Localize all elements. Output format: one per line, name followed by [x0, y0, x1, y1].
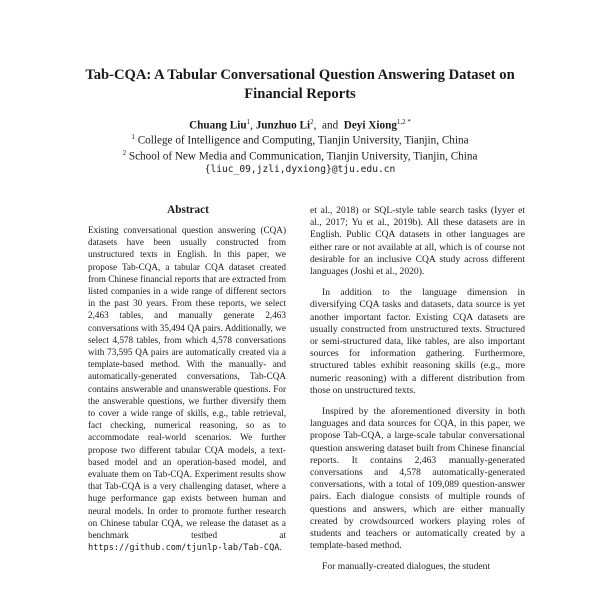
title-line-2: Financial Reports	[244, 86, 356, 102]
intro-column	[310, 205, 525, 583]
affiliation-text: College of Intelligence and Computing, Tianjin University, Tianjin, China	[134, 134, 469, 147]
affiliation-mark: 2	[122, 149, 127, 157]
body-paragraph: Inspired by the aforementioned diversity in both languages and data sources for CQA, in this paper, we propose Tab-CQA, a large-scale tabular conversational question answering dataset built from Chinese financial reports. It contains 2,463 manually-generated conversations and 4,578 automatically-generated conversations, with a total of 109,089 question-answer pairs. Each dialogue consists of multiple rounds of questions and answers, which are either manually created by crowdsourced workers playing roles of students and teachers or automatically created by a template-based method.	[310, 406, 525, 552]
body-paragraph: et al., 2018) or SQL-style table search tasks (Iyyer et al., 2017; Yu et al., 2019b). All these datasets are in English. Public CQA datasets in other languages are either rare or not available at all, which is of course not desirable for an inclusive CQA study across different languages (Joshi et al., 2020).	[310, 205, 525, 278]
author-affiliation-mark: 1	[246, 118, 251, 126]
abstract-body	[88, 224, 286, 554]
abstract-text: Existing conversational question answering (CQA) datasets have been usually constructed from unstructured texts in English. In this paper, we propose Tab-CQA, a tabular CQA dataset created from Chinese financial reports that are extracted from listed companies in a wide range of different sectors in the past 30 years. From these reports, we select 2,463 tables, and manually generate 2,463 conversations with 35,494 QA pairs. Additionally, we select 4,578 tables, from which 4,578 conversations with 73,595 QA pairs are automatically created via a template-based method. With the manually- and automatically-generated conversations, Tab-CQA contains answerable and unanswerable questions. For the answerable questions, we further diversify them to cover a wide range of skills, e.g., table retrieval, fact checking, numerical reasoning, so as to accommodate real-world scenarios. We further propose two different tabular CQA models, a text-based model and an operation-based model, and evaluate them on Tab-CQA. Experiment results show that Tab-CQA is a very challenging dataset, where a huge performance gap exists between human and neural models. In order to promote further research on Chinese tabular CQA, we release the dataset as a benchmark testbed at	[88, 225, 286, 541]
author-affiliation-mark: 1,2 *	[396, 118, 411, 126]
author-name: Chuang Liu	[189, 119, 247, 132]
author-separator: , and	[313, 119, 344, 132]
title-line-1: Tab-CQA: A Tabular Conversational Question Answering Dataset on	[85, 67, 515, 83]
author-name: Deyi Xiong	[343, 119, 397, 132]
body-paragraph: In addition to the language dimension in diversifying CQA tasks and datasets, data source is yet another important factor. Existing CQA datasets are usually constructed from unstructured texts. Structured or semi-structured data, like tables, are also important sources for information gathering. Furthermore, structured tables exhibit reasoning skills (e.g., more numeric reasoning) with a different distribution from those on unstructured texts.	[310, 287, 525, 396]
body-paragraph: For manually-created dialogues, the student	[322, 561, 491, 573]
author-name: Junzhuo Li	[255, 119, 311, 132]
author-separator: ,	[250, 119, 256, 132]
abstract-end: .	[279, 542, 282, 553]
author-email: {liuc_09,jzli,dyxiong}@tju.edu.cn	[204, 164, 396, 175]
affiliation-text: School of New Media and Communication, Tianjin University, Tianjin, China	[126, 150, 478, 163]
author-email-line	[60, 162, 540, 177]
paper-title	[60, 66, 540, 104]
author-affiliation-mark: 2	[310, 118, 314, 126]
affiliation-mark: 1	[131, 133, 135, 141]
abstract-heading: Abstract	[167, 204, 209, 216]
dataset-url-link[interactable]: https://github.com/tjunlp-lab/Tab-CQA	[88, 543, 280, 554]
